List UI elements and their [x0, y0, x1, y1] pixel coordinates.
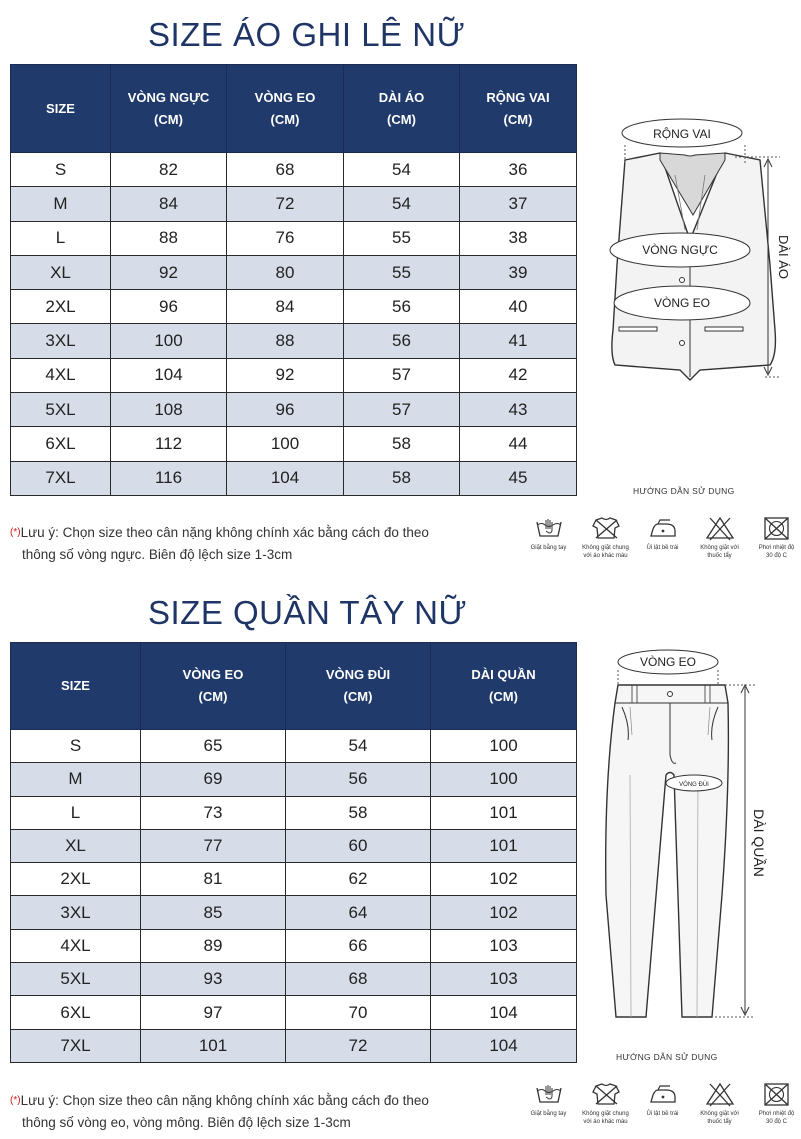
value-cell: 54	[286, 730, 431, 763]
waist-label: VÒNG EO	[653, 296, 711, 310]
size-cell: 3XL	[11, 324, 111, 358]
header-waist: VÒNG EO (CM)	[227, 65, 344, 153]
value-cell: 70	[286, 996, 431, 1029]
care-item	[520, 516, 577, 560]
care-item	[691, 1082, 748, 1126]
value-cell: 41	[460, 324, 577, 358]
table-row	[11, 187, 577, 221]
value-cell: 93	[141, 963, 286, 996]
table-row	[11, 996, 577, 1029]
value-cell: 81	[141, 863, 286, 896]
header-size: SIZE	[11, 65, 111, 153]
size-cell: S	[11, 730, 141, 763]
value-cell: 92	[227, 358, 344, 392]
value-cell: 100	[111, 324, 227, 358]
value-cell: 102	[431, 863, 577, 896]
header-size: SIZE	[11, 643, 141, 730]
no-mix-wash-icon	[591, 516, 621, 542]
care-item	[691, 516, 748, 560]
care-label: Ủi lật bề trái	[646, 545, 679, 551]
value-cell: 108	[111, 393, 227, 427]
no-tumble-dry-icon	[762, 1082, 792, 1108]
care-label: Không giặt với	[700, 1111, 739, 1117]
no-tumble-dry-icon	[762, 516, 792, 542]
care-item	[634, 1082, 691, 1126]
no-mix-wash-icon	[591, 1082, 621, 1108]
length-label: DÀI QUẦN	[751, 809, 767, 877]
value-cell: 101	[431, 796, 577, 829]
care-item	[748, 1082, 801, 1126]
care-item	[748, 516, 801, 560]
care-item	[520, 1082, 577, 1126]
vest-care-icons	[520, 516, 801, 560]
value-cell: 56	[286, 763, 431, 796]
value-cell: 38	[460, 221, 577, 255]
value-cell: 36	[460, 153, 577, 187]
care-item	[577, 1082, 634, 1126]
pants-care-icons	[520, 1082, 801, 1126]
value-cell: 66	[286, 929, 431, 962]
table-row	[11, 863, 577, 896]
vest-diagram	[605, 115, 795, 385]
value-cell: 58	[286, 796, 431, 829]
care-label: Không giặt với	[700, 545, 739, 551]
value-cell: 103	[431, 929, 577, 962]
value-cell: 100	[431, 763, 577, 796]
vest-note: (*)Lưu ý: Chọn size theo cân nặng không chính xác bằng cách đo theo thông số vòng ngực. Biên độ lệch size 1-3cm	[10, 525, 429, 562]
pants-note: (*)Lưu ý: Chọn size theo cân nặng không chính xác bằng cách đo theo thông số vòng eo, vòng mông. Biên độ lệch size 1-3cm	[10, 1093, 429, 1130]
table-row	[11, 358, 577, 392]
value-cell: 56	[344, 290, 460, 324]
pants-outline	[606, 685, 729, 1017]
value-cell: 104	[227, 461, 344, 495]
header-shoulder: RỘNG VAI (CM)	[460, 65, 577, 153]
size-cell: 6XL	[11, 996, 141, 1029]
care-label-line2: thuốc tẩy	[707, 1119, 732, 1125]
pants-title: SIZE QUẦN TÂY NỮ	[148, 594, 468, 631]
value-cell: 84	[227, 290, 344, 324]
value-cell: 62	[286, 863, 431, 896]
size-cell: 5XL	[11, 963, 141, 996]
value-cell: 58	[344, 427, 460, 461]
size-cell: L	[11, 221, 111, 255]
care-label: Giặt bằng tay	[530, 545, 567, 551]
table-row	[11, 896, 577, 929]
value-cell: 101	[141, 1029, 286, 1062]
value-cell: 89	[141, 929, 286, 962]
size-cell: 7XL	[11, 1029, 141, 1062]
value-cell: 85	[141, 896, 286, 929]
size-cell: S	[11, 153, 111, 187]
vest-size-table	[10, 64, 577, 496]
table-row	[11, 324, 577, 358]
table-row	[11, 427, 577, 461]
table-row	[11, 730, 577, 763]
value-cell: 69	[141, 763, 286, 796]
value-cell: 64	[286, 896, 431, 929]
table-row	[11, 1029, 577, 1062]
size-cell: M	[11, 187, 111, 221]
table-row	[11, 929, 577, 962]
value-cell: 76	[227, 221, 344, 255]
table-row	[11, 221, 577, 255]
value-cell: 37	[460, 187, 577, 221]
value-cell: 57	[344, 393, 460, 427]
care-label-line2: 30 độ C	[765, 1119, 787, 1125]
size-cell: XL	[11, 255, 111, 289]
value-cell: 96	[227, 393, 344, 427]
header-waist: VÒNG EO (CM)	[141, 643, 286, 730]
size-cell: 6XL	[11, 427, 111, 461]
value-cell: 88	[227, 324, 344, 358]
pants-guide-title: HƯỚNG DẪN SỬ DỤNG	[616, 1052, 718, 1062]
size-cell: L	[11, 796, 141, 829]
chest-label: VÒNG NGỰC	[642, 243, 718, 257]
care-label-line2: thuốc tẩy	[707, 553, 732, 559]
header-chest: VÒNG NGỰC (CM)	[111, 65, 227, 153]
value-cell: 84	[111, 187, 227, 221]
pants-diagram	[600, 645, 800, 1040]
size-cell: 4XL	[11, 358, 111, 392]
value-cell: 73	[141, 796, 286, 829]
table-row	[11, 461, 577, 495]
thigh-label: VÒNG ĐÙI	[679, 782, 709, 788]
value-cell: 68	[227, 153, 344, 187]
value-cell: 72	[286, 1029, 431, 1062]
value-cell: 104	[431, 1029, 577, 1062]
iron-reverse-icon	[648, 516, 678, 542]
table-row	[11, 255, 577, 289]
header-length: DÀI QUẦN (CM)	[431, 643, 577, 730]
table-row	[11, 393, 577, 427]
value-cell: 100	[431, 730, 577, 763]
table-row	[11, 153, 577, 187]
care-label: Phơi nhiệt độ	[758, 545, 795, 551]
shoulder-label: RỘNG VAI	[653, 127, 711, 141]
value-cell: 56	[344, 324, 460, 358]
hand-wash-icon	[534, 1082, 564, 1108]
table-header-row	[11, 65, 577, 153]
vest-guide-title: HƯỚNG DẪN SỬ DỤNG	[633, 486, 735, 496]
value-cell: 82	[111, 153, 227, 187]
value-cell: 88	[111, 221, 227, 255]
no-bleach-icon	[705, 516, 735, 542]
value-cell: 58	[344, 461, 460, 495]
value-cell: 54	[344, 187, 460, 221]
size-cell: 5XL	[11, 393, 111, 427]
value-cell: 44	[460, 427, 577, 461]
value-cell: 54	[344, 153, 460, 187]
pants-size-table	[10, 642, 577, 1063]
value-cell: 42	[460, 358, 577, 392]
care-label: Không giặt chung	[582, 545, 629, 551]
table-row	[11, 290, 577, 324]
value-cell: 102	[431, 896, 577, 929]
size-cell: XL	[11, 829, 141, 862]
no-bleach-icon	[705, 1082, 735, 1108]
care-label: Không giặt chung	[582, 1111, 629, 1117]
care-label-line2: 30 độ C	[765, 553, 787, 559]
value-cell: 57	[344, 358, 460, 392]
header-length: DÀI ÁO (CM)	[344, 65, 460, 153]
value-cell: 100	[227, 427, 344, 461]
header-thigh: VÒNG ĐÙI (CM)	[286, 643, 431, 730]
size-cell: 2XL	[11, 290, 111, 324]
table-header-row	[11, 643, 577, 730]
value-cell: 103	[431, 963, 577, 996]
value-cell: 104	[431, 996, 577, 1029]
value-cell: 55	[344, 255, 460, 289]
value-cell: 92	[111, 255, 227, 289]
value-cell: 112	[111, 427, 227, 461]
waist-label: VÒNG EO	[639, 655, 697, 669]
care-label: Phơi nhiệt độ	[758, 1111, 795, 1117]
value-cell: 97	[141, 996, 286, 1029]
value-cell: 77	[141, 829, 286, 862]
table-row	[11, 829, 577, 862]
vest-title: SIZE ÁO GHI LÊ NỮ	[148, 16, 466, 53]
value-cell: 116	[111, 461, 227, 495]
value-cell: 40	[460, 290, 577, 324]
size-cell: 2XL	[11, 863, 141, 896]
size-cell: M	[11, 763, 141, 796]
value-cell: 65	[141, 730, 286, 763]
care-item	[634, 516, 691, 560]
table-row	[11, 763, 577, 796]
value-cell: 96	[111, 290, 227, 324]
iron-reverse-icon	[648, 1082, 678, 1108]
size-cell: 7XL	[11, 461, 111, 495]
care-label: Giặt bằng tay	[530, 1111, 567, 1117]
value-cell: 101	[431, 829, 577, 862]
table-row	[11, 963, 577, 996]
size-cell: 4XL	[11, 929, 141, 962]
value-cell: 55	[344, 221, 460, 255]
value-cell: 43	[460, 393, 577, 427]
care-label-line2: với áo khác màu	[583, 553, 628, 559]
care-label-line2: với áo khác màu	[583, 1119, 628, 1125]
length-label: DÀI ÁO	[776, 234, 791, 280]
care-item	[577, 516, 634, 560]
value-cell: 72	[227, 187, 344, 221]
value-cell: 60	[286, 829, 431, 862]
value-cell: 45	[460, 461, 577, 495]
size-cell: 3XL	[11, 896, 141, 929]
value-cell: 104	[111, 358, 227, 392]
table-row	[11, 796, 577, 829]
hand-wash-icon	[534, 516, 564, 542]
value-cell: 80	[227, 255, 344, 289]
value-cell: 68	[286, 963, 431, 996]
care-label: Ủi lật bề trái	[646, 1111, 679, 1117]
value-cell: 39	[460, 255, 577, 289]
